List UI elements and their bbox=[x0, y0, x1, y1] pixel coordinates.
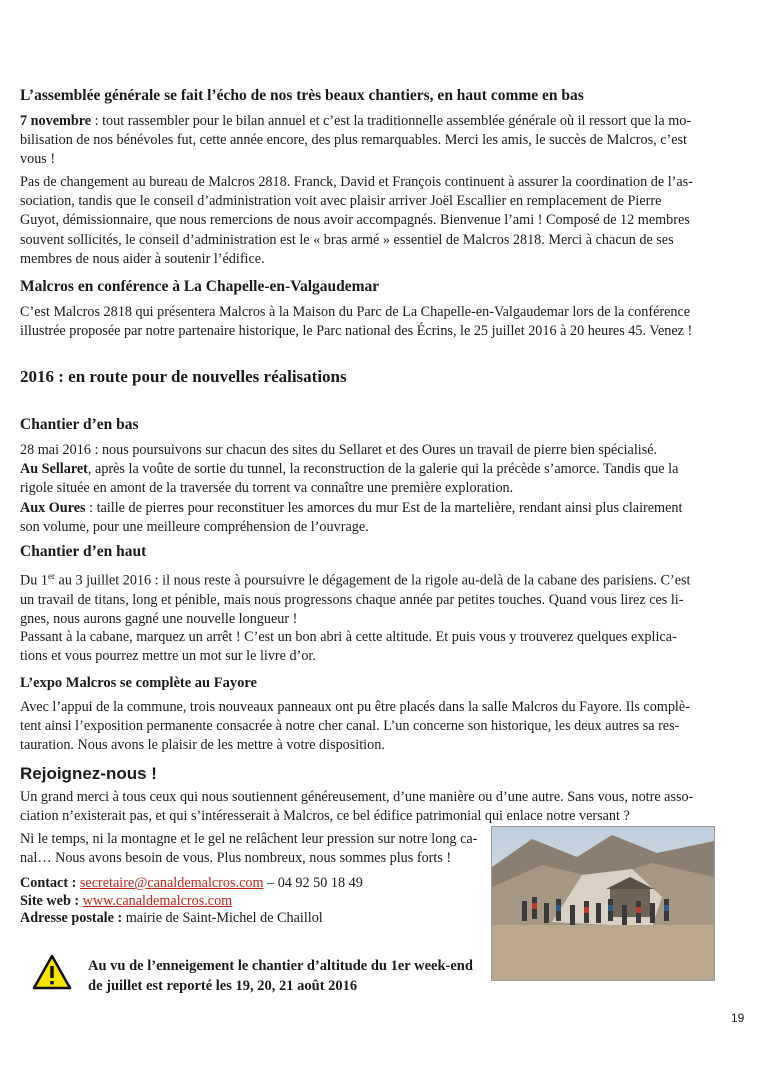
address-label: Adresse postale : bbox=[20, 910, 123, 926]
text-line: : taille de pierres pour reconstituer les amorces du mur Est de la martelière, rendant ainsi plus clairement bbox=[85, 499, 683, 516]
superscript: er bbox=[47, 571, 55, 581]
email-link[interactable]: secretaire@canaldemalcros.com bbox=[79, 875, 264, 891]
text-line: 28 mai 2016 : nous poursuivons sur chacun des sites du Sellaret et des Oures un travail de pierre bien spécialisé. bbox=[20, 442, 658, 458]
text-line: vous ! bbox=[20, 151, 56, 168]
text-line: C’est Malcros 2818 qui présentera Malcros à la Maison du Parc de La Chapelle-en-Valgaudemar lors de la conférence bbox=[20, 304, 691, 320]
text-line: tauration. Nous avons le plaisir de les mettre à votre disposition. bbox=[20, 737, 385, 754]
site-label: Site web : bbox=[20, 892, 80, 909]
text-line: son volume, pour une meilleure compréhension de l’ouvrage. bbox=[20, 518, 369, 535]
section-heading-chantier-bas: Chantier d’en bas bbox=[20, 416, 139, 433]
label-sellaret: Au Sellaret bbox=[20, 461, 88, 478]
paragraph-expo bbox=[20, 698, 710, 756]
address-text: mairie de Saint-Michel de Chaillol bbox=[122, 910, 323, 926]
text-line: Avec l’appui de la commune, trois nouveaux panneaux ont pu être placés dans la salle Malcros du Fayore. Ils complè- bbox=[20, 699, 690, 715]
text-line: Passant à la cabane, marquez un arrêt ! C’est un bon abri à cette altitude. Et puis vous y trouverez quelques explica- bbox=[20, 629, 677, 645]
text-line: sociation, tandis que le conseil d’administration voit avec plaisir arriver Joël Escallier en remplacement de Pierre bbox=[20, 193, 662, 210]
contact-block bbox=[20, 875, 470, 928]
group-photo bbox=[491, 826, 715, 981]
label-oures: Aux Oures bbox=[20, 499, 86, 516]
text-line: illustrée proposée par notre partenaire historique, le Parc national des Écrins, le 25 juillet 2016 à 20 heures 45. Venez ! bbox=[20, 323, 693, 340]
paragraph-chantier-bas bbox=[20, 441, 710, 537]
text-line: Pas de changement au bureau de Malcros 2818. Franck, David et François continuent à assurer la coordination de l’as- bbox=[20, 174, 693, 190]
text-line: un travail de titans, long et pénible, mais nous progressons chaque année par petites touches. Quand vous lirez ces li- bbox=[20, 591, 684, 608]
text-line: Du 1 bbox=[20, 572, 48, 589]
paragraph-appel bbox=[20, 830, 478, 868]
text-line: tent ainsi l’exposition permanente consacrée à notre cher canal. L’un concerne son historique, les deux autres sa res- bbox=[20, 718, 680, 735]
warning-icon bbox=[32, 954, 72, 990]
text-line: Guyot, démissionnaire, que nous remercions de nous avoir accompagnés. Bienvenue l’ami ! Composé de 12 membres bbox=[20, 212, 690, 229]
paragraph-conference bbox=[20, 303, 710, 341]
text-line: nal… Nous avons besoin de vous. Plus nombreux, nous sommes plus forts ! bbox=[20, 850, 452, 867]
main-title: 2016 : en route pour de nouvelles réalisations bbox=[20, 367, 347, 386]
text-line: , après la voûte de sortie du tunnel, la reconstruction de la galerie qui la précède s’amorce. Tandis que la bbox=[87, 461, 679, 478]
text-line: Un grand merci à tous ceux qui nous soutiennent généreusement, d’une manière ou d’une autre. Sans vous, notre asso- bbox=[20, 789, 694, 805]
text-line: de juillet est reporté les 19, 20, 21 août 2016 bbox=[88, 977, 358, 994]
phone-number: – 04 92 50 18 49 bbox=[263, 875, 363, 891]
text-line: bilisation de nos bénévoles fut, cette année encore, des plus remarquables. Merci les amis, le succès de Malcros, c’est bbox=[20, 132, 687, 149]
website-link[interactable]: www.canaldemalcros.com bbox=[82, 892, 233, 909]
text-line: Au vu de l’enneigement le chantier d’altitude du 1er week-end bbox=[88, 958, 473, 974]
text-line: membres de nous aider à soutenir l’édifice. bbox=[20, 250, 265, 267]
text-line: Ni le temps, ni la montagne et le gel ne relâchent leur pression sur notre long ca- bbox=[20, 831, 478, 847]
text-line: rigole située en amont de la traversée du torrent va connaître une première exploration. bbox=[20, 480, 514, 497]
text-line: ciation n’existerait pas, et qui s’intéresserait à Malcros, ce bel édifice patrimonial qui enlace notre versant ? bbox=[20, 808, 630, 825]
section-heading-expo: L’expo Malcros se complète au Fayore bbox=[20, 675, 257, 691]
section-heading-conference: Malcros en conférence à La Chapelle-en-Valgaudemar bbox=[20, 278, 380, 295]
page-number: 19 bbox=[731, 1011, 745, 1025]
section-heading-rejoignez: Rejoignez-nous ! bbox=[20, 764, 157, 783]
text-line: souvent sollicités, le conseil d’administration est le « bras armé » essentiel de Malcros 2818. Merci à chacun de ses bbox=[20, 231, 674, 248]
paragraph-rejoignez bbox=[20, 788, 710, 826]
mountain-group-image bbox=[492, 827, 714, 980]
paragraph-assemblee-intro bbox=[20, 112, 710, 170]
paragraph-chantier-haut bbox=[20, 567, 710, 629]
section-heading-chantier-haut: Chantier d’en haut bbox=[20, 543, 147, 560]
text-line: tions et vous pourrez mettre un mot sur le livre d’or. bbox=[20, 648, 316, 665]
date-7-novembre: 7 novembre bbox=[20, 113, 92, 129]
text-line: gnes, nous aurons gagné une nouvelle longueur ! bbox=[20, 611, 298, 628]
section-heading-assemblee: L’assemblée générale se fait l’écho de nos très beaux chantiers, en haut comme en bas bbox=[20, 87, 584, 104]
paragraph-cabane bbox=[20, 628, 710, 666]
text-line: au 3 juillet 2016 : il nous reste à poursuivre le dégagement de la rigole au-delà de la cabane des parisiens. C’est bbox=[54, 572, 691, 589]
warning-message bbox=[88, 957, 473, 996]
paragraph-bureau bbox=[20, 173, 710, 269]
text-line: : tout rassembler pour le bilan annuel et c’est la traditionnelle assemblée générale où il ressort que la mo- bbox=[91, 113, 692, 129]
contact-label: Contact : bbox=[20, 875, 77, 891]
